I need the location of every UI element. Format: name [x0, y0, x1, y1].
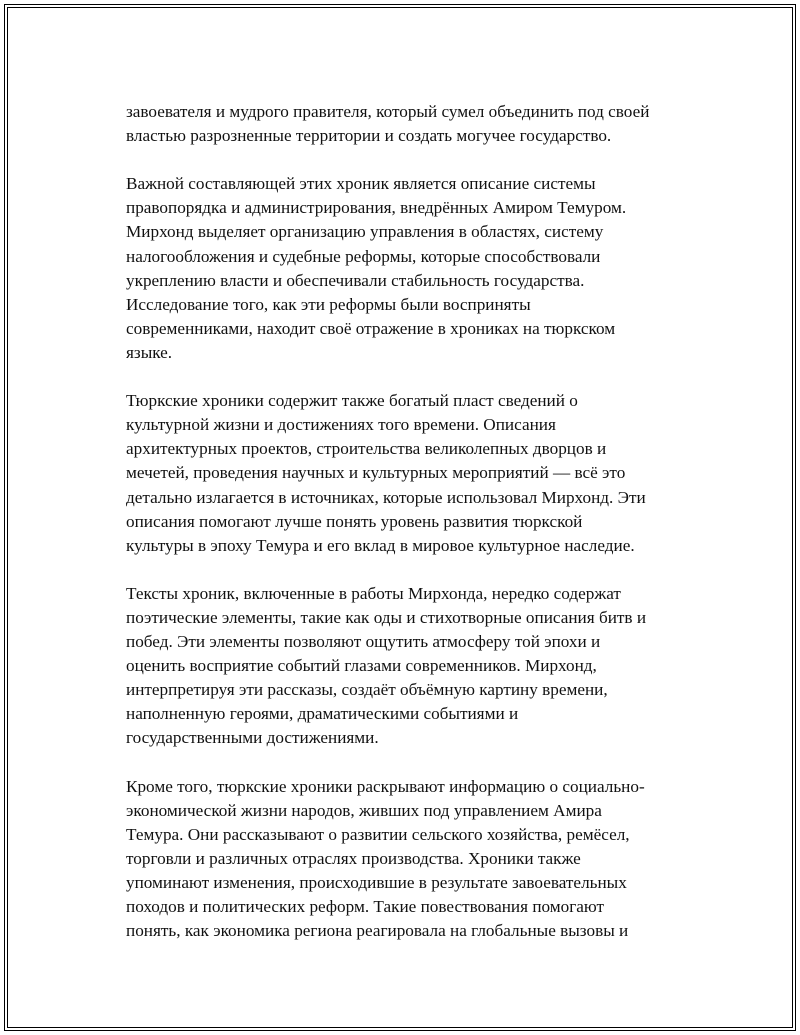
paragraph-1 — [126, 100, 694, 148]
text-line: культуры в эпоху Темура и его вклад в мировое культурное наследие. — [126, 535, 635, 555]
text-line: укреплению власти и обеспечивали стабильность государства. — [126, 270, 585, 290]
text-line: мечетей, проведения научных и культурных мероприятий — всё это — [126, 463, 626, 483]
text-line: Темура. Они рассказывают о развитии сельского хозяйства, ремёсел, — [126, 824, 630, 844]
paragraph-3 — [126, 389, 694, 558]
text-line: Важной составляющей этих хроник является описание системы — [126, 174, 596, 194]
text-line: государственными достижениями. — [126, 728, 379, 748]
text-line: интерпретируя эти рассказы, создаёт объёмную картину времени, — [126, 680, 608, 700]
text-line: понять, как экономика региона реагировала на глобальные вызовы и — [126, 921, 629, 941]
text-line: оценить восприятие событий глазами современников. Мирхонд, — [126, 656, 597, 676]
paragraph-5 — [126, 775, 694, 944]
text-line: Мирхонд выделяет организацию управления в областях, систему — [126, 222, 604, 242]
text-line: Тексты хроник, включенные в работы Мирхонда, нередко содержат — [126, 583, 621, 603]
text-line: Исследование того, как эти реформы были восприняты — [126, 294, 531, 314]
text-line: культурной жизни и достижениях того времени. Описания — [126, 415, 556, 435]
text-line: наполненную героями, драматическими событиями и — [126, 704, 519, 724]
page-frame — [4, 4, 796, 1031]
text-line: языке. — [126, 342, 173, 362]
text-line: экономической жизни народов, живших под управлением Амира — [126, 800, 602, 820]
text-line: побед. Эти элементы позволяют ощутить атмосферу той эпохи и — [126, 632, 601, 652]
text-line: архитектурных проектов, строительства великолепных дворцов и — [126, 439, 607, 459]
text-line: детально излагается в источниках, которые использовал Мирхонд. Эти — [126, 487, 646, 507]
text-line: правопорядка и администрирования, внедрённых Амиром Темуром. — [126, 198, 627, 218]
text-line: Тюркские хроники содержит также богатый пласт сведений о — [126, 391, 578, 411]
text-line: Кроме того, тюркские хроники раскрывают информацию о социально- — [126, 776, 645, 796]
text-column — [126, 100, 694, 967]
text-line: походов и политических реформ. Такие повествования помогают — [126, 897, 605, 917]
text-line: современниками, находит своё отражение в хрониках на тюркском — [126, 318, 616, 338]
text-line: властью разрозненные территории и создать могучее государство. — [126, 126, 612, 146]
text-line: завоевателя и мудрого правителя, который сумел объединить под своей — [126, 102, 650, 121]
text-line: описания помогают лучше понять уровень развития тюркской — [126, 511, 583, 531]
paragraph-2 — [126, 172, 694, 365]
paragraph-4 — [126, 582, 694, 751]
text-line: поэтические элементы, такие как оды и стихотворные описания битв и — [126, 607, 647, 627]
text-line: упоминают изменения, происходившие в результате завоевательных — [126, 873, 627, 892]
text-line: торговли и различных отраслях производства. Хроники также — [126, 848, 581, 868]
text-line: налогообложения и судебные реформы, которые способствовали — [126, 246, 601, 266]
